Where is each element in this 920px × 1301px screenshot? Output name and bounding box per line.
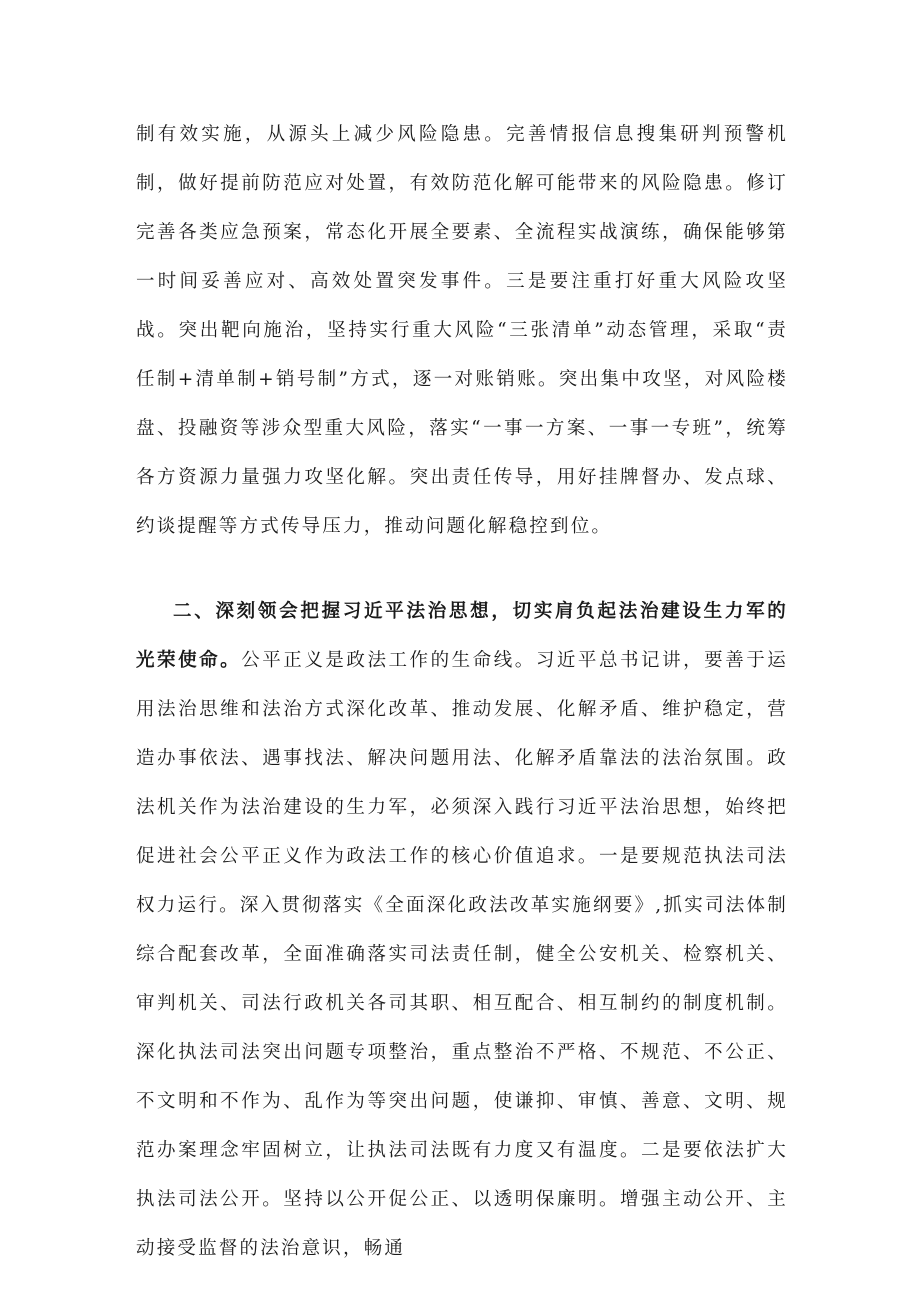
paragraph-text: 制有效实施，从源头上减少风险隐患。完善情报信息搜集研判预警机制，做好提前防范应对处置，有效防范化解可能带来的风险隐患。修订完善各类应急预案，常态化开展全要素、全流程实战演练，确保能够第一时间妥善应对、高效处置突发事件。三是要注重打好重大风险攻坚战。突出靶向施治，坚持实行重大风险“三张清单”动态管理，采取“责任制+清单制+销号制”方式，逐一对账销账。突出集中攻坚，对风险楼盘、投融资等涉众型重大风险，落实“一事一方案、一事一专班”，统筹各方资源力量强力攻坚化解。突出责任传导，用好挂牌督办、发点球、约谈提醒等方式传导压力，推动问题化解稳控到位。 xyxy=(136,124,788,537)
paragraph-section-two xyxy=(136,587,788,1273)
document-page xyxy=(136,110,788,1273)
section-heading: 二、深刻领会把握习近平法治思想，切实肩负起法治建设生力军的光荣使命。 xyxy=(136,601,788,671)
paragraph-text: 公平正义是政法工作的生命线。习近平总书记讲，要善于运用法治思维和法治方式深化改革、推动发展、化解矛盾、维护稳定，营造办事依法、遇事找法、解决问题用法、化解矛盾靠法的法治氛围。政法机关作为法治建设的生力军，必须深入践行习近平法治思想，始终把促进社会公平正义作为政法工作的核心价值追求。一是要规范执法司法权力运行。深入贯彻落实《全面深化政法改革实施纲要》,抓实司法体制综合配套改革，全面准确落实司法责任制，健全公安机关、检察机关、审判机关、司法行政机关各司其职、相互配合、相互制约的制度机制。深化执法司法突出问题专项整治，重点整治不严格、不规范、不公正、不文明和不作为、乱作为等突出问题，使谦抑、审慎、善意、文明、规范办案理念牢固树立，让执法司法既有力度又有温度。二是要依法扩大执法司法公开。坚持以公开促公正、以透明保廉明。增强主动公开、主动接受监督的法治意识，畅通 xyxy=(136,650,788,1259)
paragraph-continued xyxy=(136,110,788,551)
